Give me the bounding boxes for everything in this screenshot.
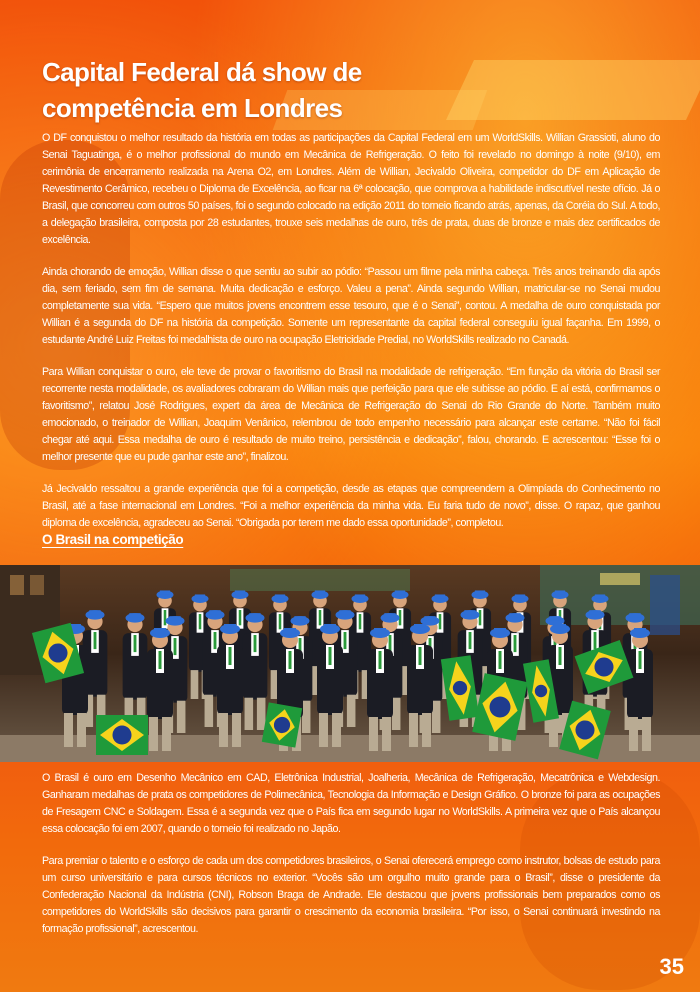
- title-line-2: competência em Londres: [42, 93, 343, 123]
- section-subtitle: O Brasil na competição: [42, 532, 184, 547]
- page-number: 35: [659, 954, 684, 979]
- article-body: [42, 130, 660, 547]
- article-body-continued: [42, 770, 660, 953]
- team-photo-icon: [0, 565, 700, 762]
- paragraph: O Brasil é ouro em Desenho Mecânico em CAD, Eletrônica Industrial, Joalheria, Mecânica de Refrigeração, Mecatrônica e Webdesign. Ganharam medalhas de prata os competidores de Polimecânica, Tecnologia da Informação e Design Gráfico. O bronze foi para as ocupações de Fresagem CNC e Soldagem. Essa é a segunda vez que o País fica em segundo lugar no WorldSkills. A primeira vez que o País alcançou essa colocação foi em 2007, quando o torneio foi realizado no Japão.: [42, 772, 660, 835]
- title-line-1: Capital Federal dá show de: [42, 57, 362, 87]
- paragraph: Para Willian conquistar o ouro, ele teve de provar o favoritismo do Brasil na modalidade de refrigeração. “Em função da vitória do Brasil ser recorrente nesta modalidade, os avaliadores cobraram do Willian mais que perfeição para que ele subisse ao pódio. E aí está, confirmamos o favoritismo”, relatou José Rodrigues, expert da área de Mecânica de Refrigeração do Senai do Rio Grande do Norte. Também muito emocionado, o treinador de Willian, Joaquim Venânico, relembrou de todo empenho necessário para alcançar este certame. “Não foi fácil chegar até aqui. Essa medalha de ouro é resultado de muito treino, persistência e dedicação”, falou, chorando. E acrescentou: “Esse foi o melhor presente que eu pude ganhar este ano”, finalizou.: [42, 366, 660, 463]
- paragraph: O DF conquistou o melhor resultado da história em todas as participações da Capital Federal em um WorldSkills. Willian Grassioti, aluno do Senai Taguatinga, é o melhor profissional do mundo em Mecânica de Refrigeração. O feito foi revelado no domingo à noite (9/10), em cerimônia de encerramento realizada na Arena O2, em Londres. Além de Willian, Jecivaldo Oliveira, competidor do DF em Aplicação de Revestimento Cerâmico, recebeu o Diploma de Excelência, ao ficar na 6ª colocação, que comprova a habilidade indiscutível neste ofício. Já o Brasil, que concorreu com outros 50 países, foi o segundo colocado na edição 2011 do torneio ficando atrás, apenas, da Coréia do Sul. A todo, a delegação brasileira, composta por 28 estudantes, trouxe seis medalhas de ouro, três de prata, duas de bronze e mais dez certificados de excelência.: [42, 132, 660, 246]
- page-title: [42, 54, 462, 126]
- paragraph: Já Jecivaldo ressaltou a grande experiência que foi a competição, desde as etapas que compreendem a Olimpíada do Conhecimento no Brasil, até a fase internacional em Londres. “Foi a melhor experiência da minha vida. Eu faria tudo de novo”, disse. O rapaz, que ganhou diploma de excelência, agradeceu ao Senai. “Obrigada por terem me dado essa oportunidade”, completou.: [42, 483, 660, 529]
- paragraph: Ainda chorando de emoção, Willian disse o que sentiu ao subir ao pódio: “Passou um filme pela minha cabeça. Três anos treinando dia após dia, sem feriado, sem fim de semana. Muita dedicação e esforço. Valeu a pena”. Ainda segundo Willian, matricular-se no Senai mudou completamente sua vida. “Espero que muitos jovens encontrem esse tesouro, que é o Senai”, contou. A medalha de ouro conquistada por Willian é a segunda do DF na história da competição. Somente um representante da capital federal conseguiu igual façanha. Em 1999, o estudante André Luiz Freitas foi medalhista de ouro na ocupação Eletricidade Predial, no WorldSkills realizado no Canadá.: [42, 266, 660, 346]
- team-photo: [0, 565, 700, 762]
- paragraph: Para premiar o talento e o esforço de cada um dos competidores brasileiros, o Senai oferecerá emprego como instrutor, bolsas de estudo para um curso universitário e para cursos técnicos no exterior. “Vocês são um orgulho muito grande para o Brasil”, disse o presidente da Confederação Nacional da Indústria (CNI), Robson Braga de Andrade. Ele destacou que jovens profissionais bem preparados como os competidores do WorldSkills são decisivos para garantir o crescimento da economia brasileira. “Por isso, o Senai continuará investindo na formação profissional”, acrescentou.: [42, 855, 660, 935]
